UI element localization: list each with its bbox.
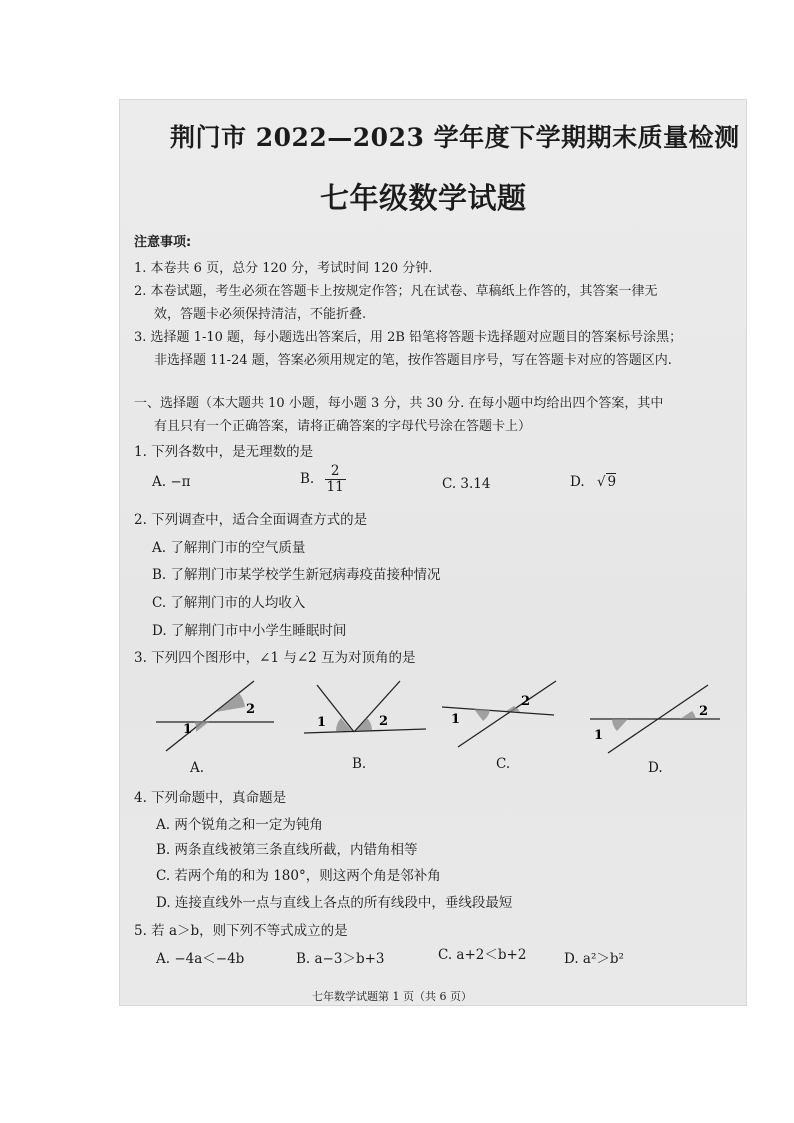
figure-b — [300, 675, 430, 755]
figure-a — [150, 675, 280, 755]
figure-a-label: A. — [190, 760, 205, 776]
q5-option-c: C. a+2＜b+2 — [438, 947, 527, 963]
figure-c-label: C. — [496, 756, 511, 772]
q1-option-b — [300, 464, 346, 495]
q1-option-d — [570, 474, 616, 490]
sqrt-sign: √ — [596, 474, 606, 490]
angle-1-label: 1 — [594, 728, 604, 743]
note-line-5: 非选择题 11-24 题，答案必须用规定的笔，按作答题目序号，写在答题卡对应的答题区内. — [154, 353, 672, 368]
angle-2-label: 2 — [246, 702, 256, 717]
angle-1-label: 1 — [317, 715, 327, 730]
figure-d — [586, 675, 726, 755]
q4-stem: 4. 下列命题中，真命题是 — [134, 790, 287, 806]
angle-2-label: 2 — [379, 714, 389, 729]
note-line-2: 2. 本卷试题，考生必须在答题卡上按规定作答；凡在试卷、草稿纸上作答的，其答案一律无 — [134, 284, 658, 299]
note-line-4: 3. 选择题 1-10 题，每小题选出答案后，用 2B 铅笔将答题卡选择题对应题目的答案标号涂黑； — [134, 330, 683, 345]
q2-option-b: B. 了解荆门市某学校学生新冠病毒疫苗接种情况 — [152, 567, 441, 583]
angle-1-label: 1 — [451, 712, 461, 727]
notes-heading: 注意事项: — [134, 235, 192, 250]
sqrt-radicand: 9 — [607, 474, 617, 490]
fraction-numerator: 2 — [325, 464, 346, 480]
q2-option-c: C. 了解荆门市的人均收入 — [152, 595, 306, 611]
note-line-3: 效，答题卡必须保持清洁，不能折叠. — [154, 307, 367, 322]
note-line-1: 1. 本卷共 6 页，总分 120 分，考试时间 120 分钟. — [134, 261, 433, 276]
q5-option-d: D. a²＞b² — [564, 951, 624, 967]
figure-d-label: D. — [648, 760, 663, 776]
q4-option-c: C. 若两个角的和为 180°，则这两个角是邻补角 — [156, 868, 441, 884]
angle-1-label: 1 — [183, 722, 193, 737]
angle-2-label: 2 — [521, 694, 531, 709]
q2-option-a: A. 了解荆门市的空气质量 — [152, 540, 306, 556]
fraction-denominator: 11 — [326, 478, 344, 495]
q4-option-d: D. 连接直线外一点与直线上各点的所有线段中，垂线段最短 — [156, 895, 513, 911]
exam-subtitle: 七年级数学试题 — [320, 181, 527, 215]
q1-stem: 1. 下列各数中，是无理数的是 — [134, 444, 314, 460]
q1-option-c: C. 3.14 — [442, 476, 491, 492]
section-heading-line-1: 一、选择题（本大题共 10 小题，每小题 3 分，共 30 分. 在每小题中均给出四个答案，其中 — [134, 396, 664, 411]
q1-option-d-label: D. — [570, 474, 585, 490]
q2-stem: 2. 下列调查中，适合全面调查方式的是 — [134, 512, 368, 528]
q1-option-a: A. −π — [152, 474, 191, 490]
q4-option-a: A. 两个锐角之和一定为钝角 — [156, 817, 323, 833]
fraction — [325, 464, 346, 495]
section-heading-line-2: 有且只有一个正确答案，请将正确答案的字母代号涂在答题卡上） — [154, 419, 532, 434]
page-footer: 七年数学试题第 1 页（共 6 页） — [312, 990, 472, 1003]
exam-paper — [120, 100, 746, 1005]
figure-c — [438, 675, 568, 755]
exam-title: 荆门市 2022—2023 学年度下学期期末质量检测 — [170, 123, 740, 152]
square-root — [597, 474, 616, 490]
q2-option-d: D. 了解荆门市中小学生睡眠时间 — [152, 623, 347, 639]
q5-option-a: A. −4a＜−4b — [156, 951, 245, 967]
figure-b-label: B. — [352, 756, 367, 772]
q5-option-b: B. a−3＞b+3 — [296, 951, 385, 967]
q5-stem: 5. 若 a＞b，则下列不等式成立的是 — [134, 923, 348, 939]
q3-stem: 3. 下列四个图形中，∠1 与∠2 互为对顶角的是 — [134, 650, 416, 666]
angle-2-label: 2 — [699, 704, 709, 719]
q1-option-b-label: B. — [300, 470, 315, 487]
q4-option-b: B. 两条直线被第三条直线所截，内错角相等 — [156, 842, 418, 858]
